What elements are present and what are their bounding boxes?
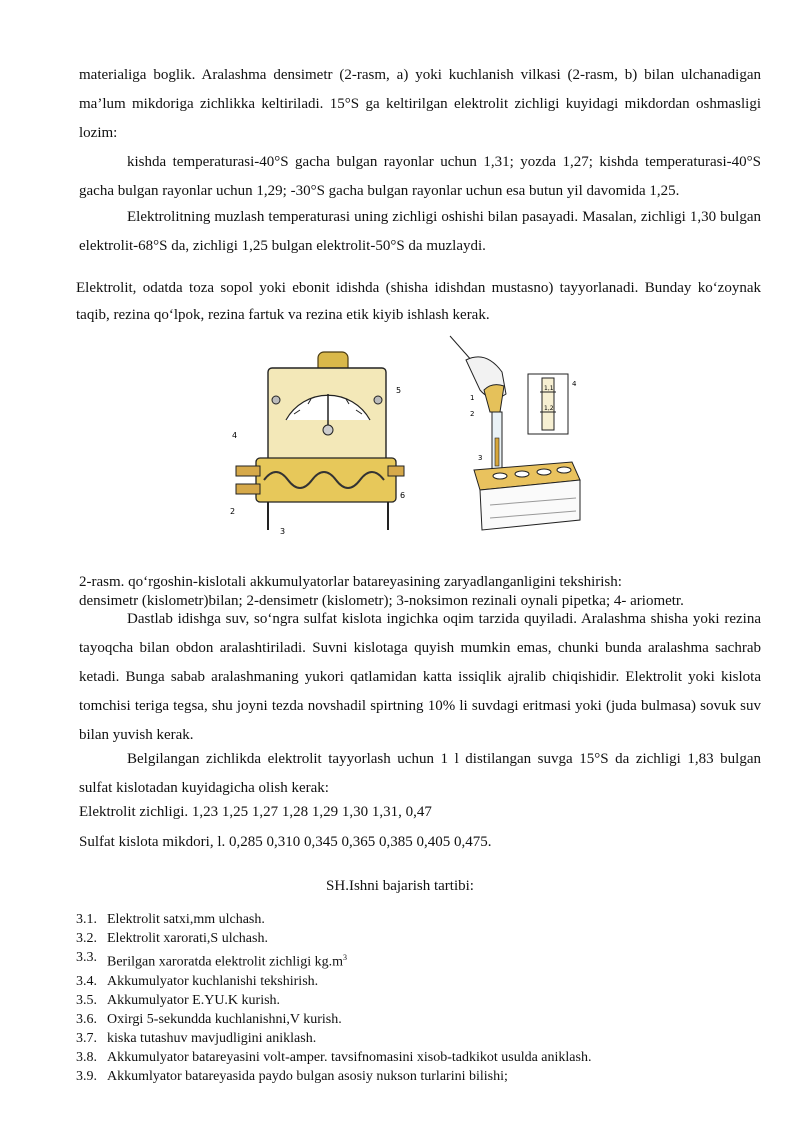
- step-text: Akkumulyator E.YU.K kurish.: [107, 992, 281, 1008]
- step-text: Oxirgi 5-sekundda kuchlanishni,V kurish.: [107, 1011, 342, 1027]
- step-number: 3.9.: [76, 1068, 97, 1084]
- step-number: 3.2.: [76, 931, 97, 946]
- superscript: 3: [342, 953, 347, 962]
- figure-label: 1: [470, 394, 475, 402]
- list-item: [76, 948, 591, 972]
- load-fork-illustration: [228, 348, 408, 538]
- figure-label: 4: [572, 380, 577, 388]
- paragraph-density-limits: kishda temperaturasi-40°S gacha bulgan rayonlar uchun 1,31; yozda 1,27; kishda temperaturasi-40°S gacha bulgan rayonlar uchun 1,29; -30°S gacha bulgan rayonlar uchun esa butun yil davomida 1,25.: [79, 154, 761, 199]
- tube-mark: 1,2: [544, 405, 554, 412]
- figure-label: 3: [478, 454, 483, 462]
- list-item: [76, 1029, 591, 1048]
- list-item: [76, 1010, 591, 1029]
- list-item: [76, 910, 591, 929]
- list-item: [76, 929, 591, 948]
- section-title: SH.Ishni bajarish tartibi:: [326, 878, 474, 894]
- step-text: Akkumulyator kuchlanishi tekshirish.: [107, 973, 319, 989]
- list-item: [76, 1067, 591, 1086]
- figure-caption-line1: 2-rasm. qo‘rgoshin-kislotali akkumulyatorlar batareyasining zaryadlanganligini tekshirish:: [79, 574, 622, 590]
- step-number: 3.8.: [76, 1049, 97, 1065]
- figure-label: 6: [400, 491, 406, 500]
- steps-list: [76, 910, 591, 1086]
- figure-label: 4: [232, 431, 238, 440]
- step-number: 3.5.: [76, 992, 97, 1008]
- step-number: 3.4.: [76, 973, 97, 989]
- figure-label: 2: [470, 410, 475, 418]
- paragraph-intro: materialiga boglik. Aralashma densimetr (2-rasm, a) yoki kuchlanish vilkasi (2-rasm, b) bilan ulchanadigan ma’lum mikdoriga zichlikka keltiriladi. 15°S ga keltirilgan elektrolit zichligi kuyidagi mikdordan oshmasligi lozim:: [79, 67, 761, 141]
- list-item: [76, 972, 591, 991]
- hydrometer-illustration: [440, 330, 590, 535]
- figure-label: 3: [280, 527, 286, 536]
- step-text: Akkumlyator batareyasida paydo bulgan asosiy nukson turlarini bilishi;: [107, 1068, 508, 1084]
- figure-caption-line2: densimetr (kislometr)bilan; 2-densimetr (kislometr); 3-noksimon rezinali oynali pipetka; 4- ariometr.: [79, 593, 684, 609]
- tube-mark: 1,1: [544, 385, 554, 392]
- step-number: 3.3.: [76, 950, 97, 965]
- density-values-line: Elektrolit zichligi. 1,23 1,25 1,27 1,28 1,29 1,30 1,31, 0,47: [79, 804, 432, 820]
- step-number: 3.7.: [76, 1030, 97, 1046]
- step-text: Elektrolit xarorati,S ulchash.: [107, 931, 268, 946]
- step-number: 3.1.: [76, 912, 97, 927]
- list-item: [76, 991, 591, 1010]
- figure-label: 5: [396, 386, 402, 395]
- paragraph-preparation: Belgilangan zichlikda elektrolit tayyorlash uchun 1 l distilangan suvga 15°S da zichligi 1,83 bulgan sulfat kislotadan kuyidagicha olish kerak:: [79, 751, 761, 796]
- acid-amount-line: Sulfat kislota mikdori, l. 0,285 0,310 0,345 0,365 0,385 0,405 0,475.: [79, 834, 492, 850]
- paragraph-freezing: Elektrolitning muzlash temperaturasi uning zichligi oshishi bilan pasayadi. Masalan, zichligi 1,30 bulgan elektrolit-68°S da, zichligi 1,25 bulgan elektrolit-50°S da muzlaydi.: [79, 209, 761, 254]
- figure-label: 2: [230, 507, 236, 516]
- step-text: Akkumulyator batareyasini volt-amper. tavsifnomasini xisob-tadkikot usulda aniklash.: [107, 1049, 592, 1065]
- paragraph-safety: Elektrolit, odatda toza sopol yoki ebonit idishda (shisha idishdan mustasno) tayyorlanadi. Bunday ko‘zoynak taqib, rezina qo‘lpok, rezina fartuk va rezina etik kiyib ishlash kerak.: [76, 280, 761, 323]
- step-text: Elektrolit satxi,mm ulchash.: [107, 912, 265, 927]
- step-text: kiska tutashuv mavjudligini aniklash.: [107, 1030, 317, 1046]
- paragraph-mixing: Dastlab idishga suv, so‘ngra sulfat kislota ingichka oqim tarzida quyiladi. Aralashma shisha yoki rezina tayoqcha bilan obdon aralashtiriladi. Suvni kislotaga quyish mumkin emas, chunki bunda aralashma sachrab ketadi. Bunga sabab aralashmaning yukori qatlamidan katta issiqlik ajralib chiqishidir. Elektrolit yoki kislota tomchisi teriga tegsa, shu joyni tezda novshadil spirtning 10% li suvdagi eritmasi yoki (juda bulmasa) sovuk suv bilan yuvish kerak.: [79, 611, 761, 743]
- step-number: 3.6.: [76, 1011, 97, 1027]
- step-text: Berilgan xaroratda elektrolit zichligi kg.m: [107, 954, 343, 970]
- list-item: [76, 1048, 591, 1067]
